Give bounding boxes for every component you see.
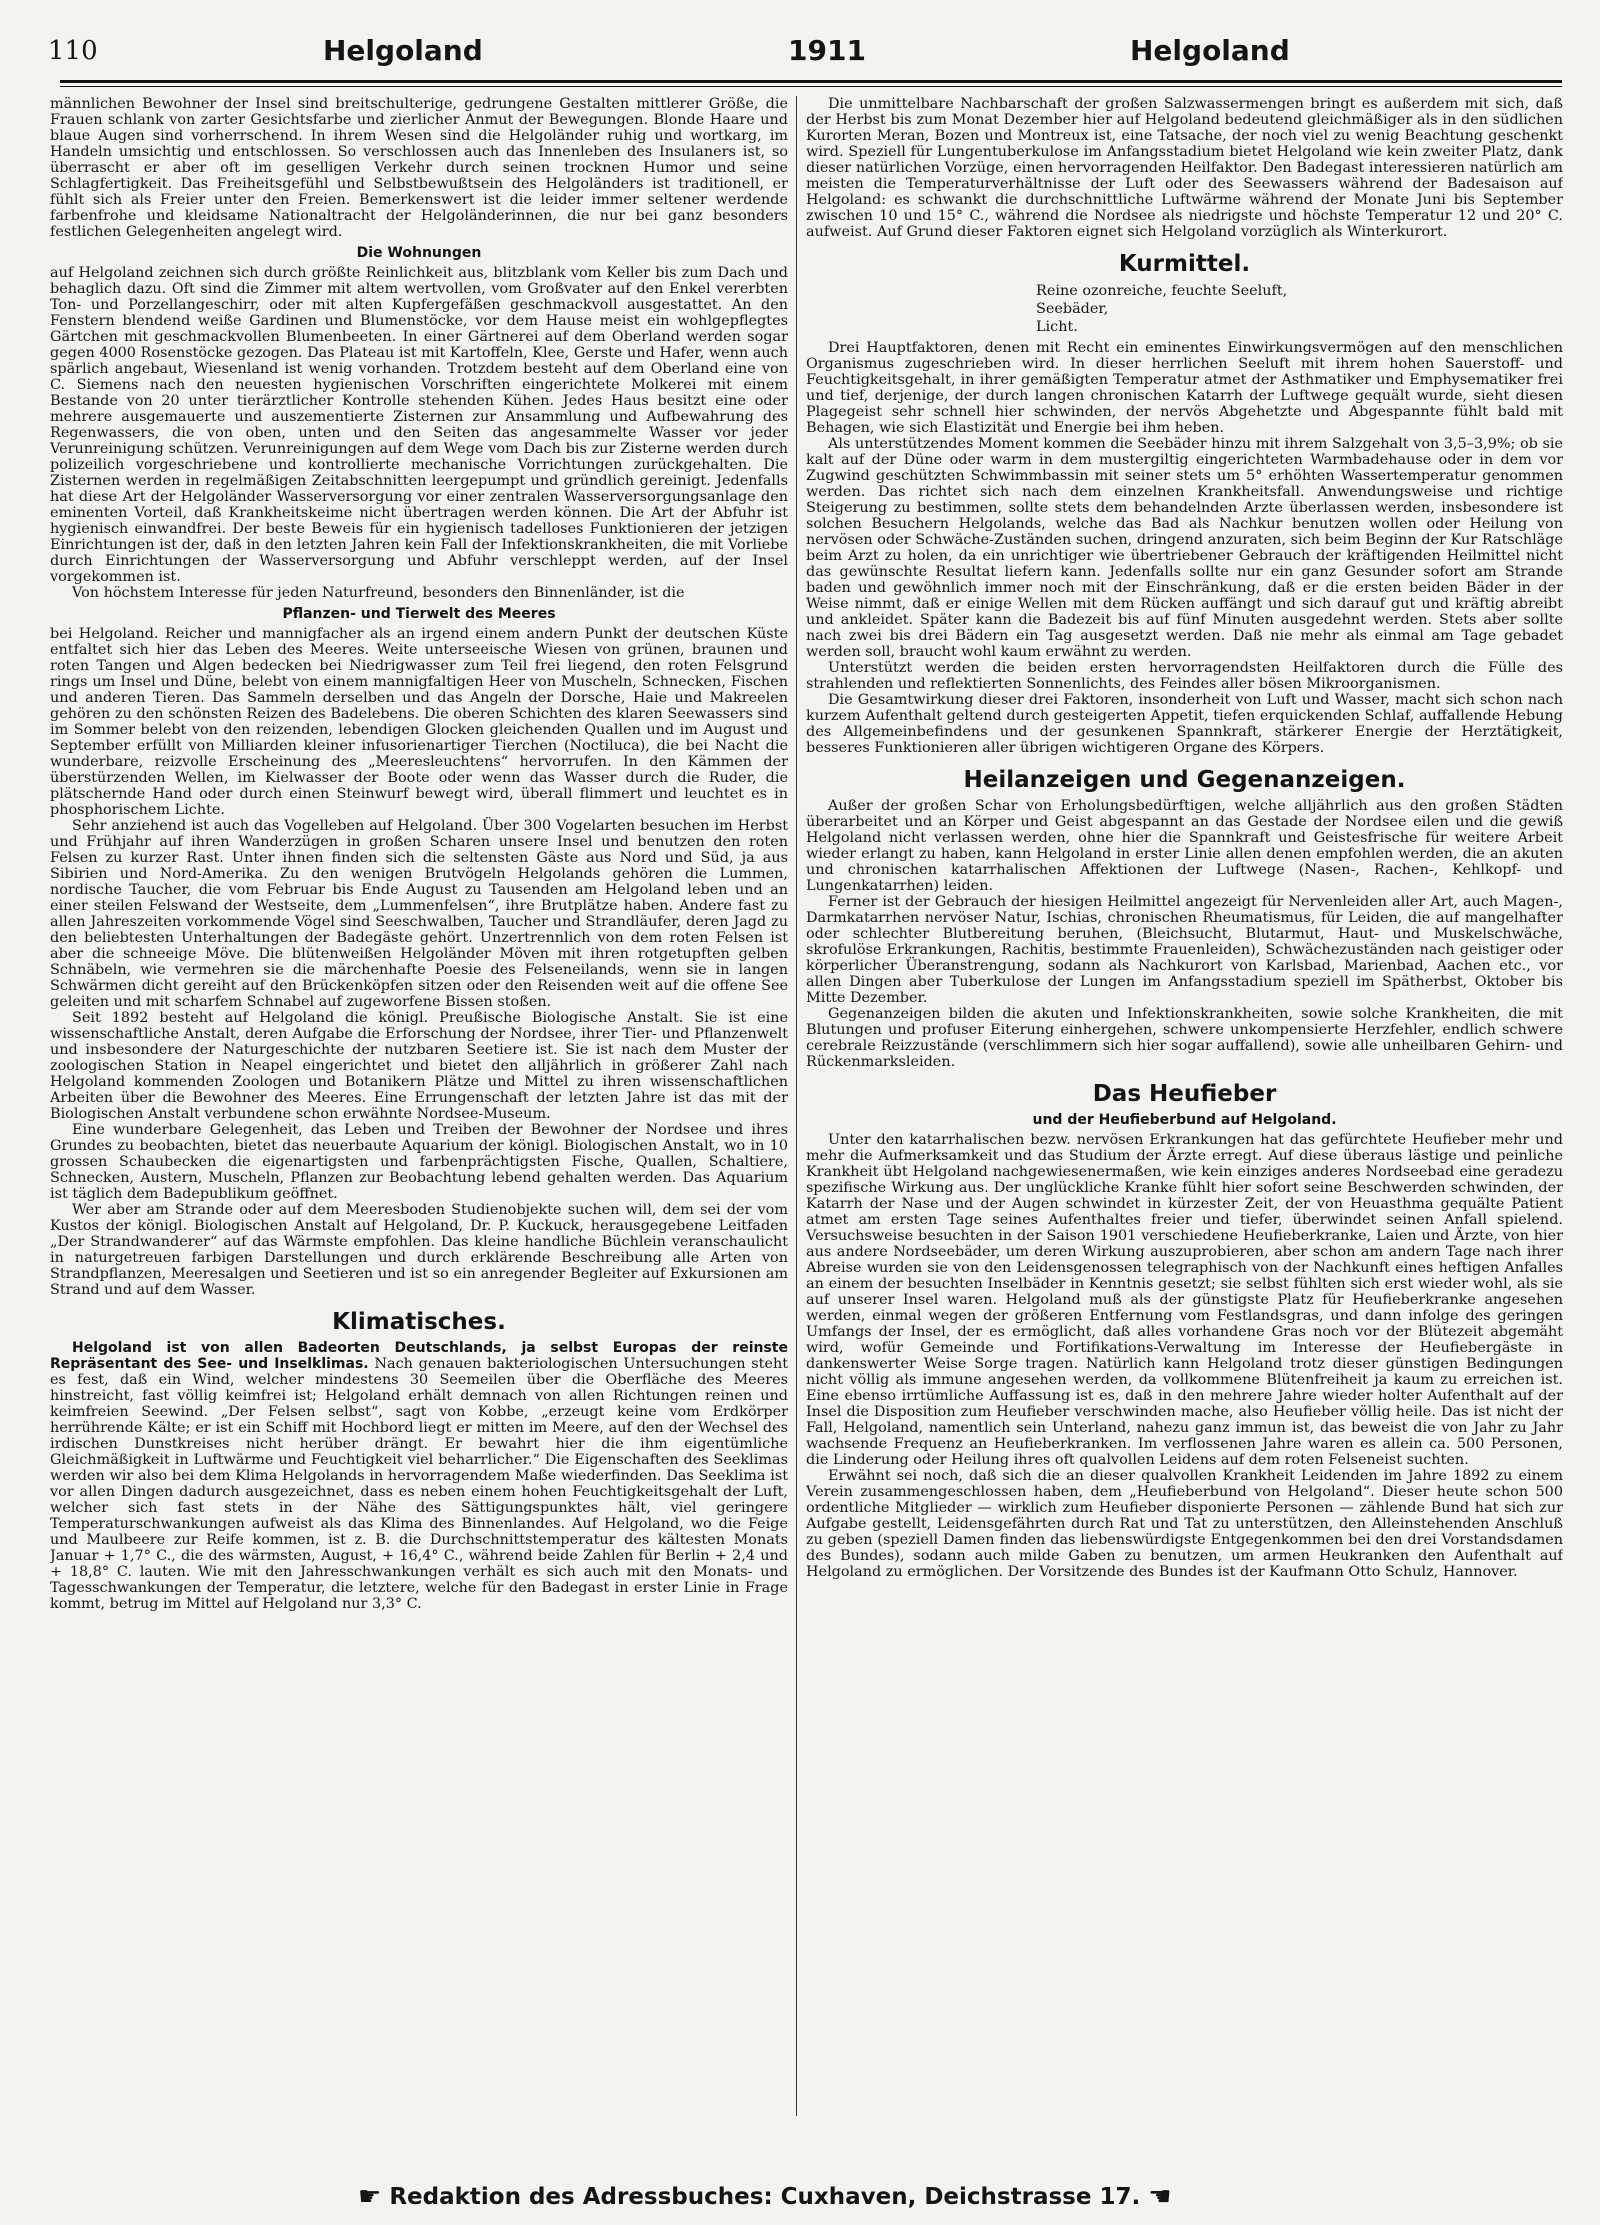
paragraph: Nach genauen bakteriologischen Untersuchungen steht es fest, daß ein Wind, welcher mindestens 30 Seemeilen über die Oberfläche des Meeres hinstreicht, fast völlig keimfrei ist; Helgoland erhält demnach von allen Richtungen reinen und keimfreien Seewind. „Der Felsen selbst“, sagt von Kobbe, „erzeugt keine vom Erdkörper herrührende Kälte; er ist ein Schiff mit Hochbord liegt er mitten im Meere, auf den der Wechsel des irdischen Dunstkreises nicht herüber drängt. Er bewahrt hier die ihm eigentümliche Gleichmäßigkeit in Luftwärme und Feuchtigkeit viel beharrlicher.“ Die Eigenschaften des Seeklimas werden wir also bei dem Klima Helgolands in hervorragendem Maße wiederfinden. Das Seeklima ist vor allen Dingen dadurch ausgezeichnet, dass es neben einem hohen Feuchtigkeitsgehalt der Luft, welcher sich fast stets in der Nähe des Sättigungspunktes hält, viel geringere Temperaturschwankungen aufweist als das Klima des Binnenlandes. Auf Helgoland, wo die Feige und Maulbeere zur Reife kommen, ist z. B. die Durchschnittstemperatur des kältesten Monats Januar + 1,7° C., die des wärmsten, August, + 16,4° C., während beide Zahlen für Berlin + 2,4 und + 18,8° C. lauten. Wie mit den Jahresschwankungen verhält es sich auch mit den Monats- und Tagesschwankungen der Temperatur, die letztere, welche für den Badegast in erster Linie in Frage kommt, betrug im Mittel auf Helgoland nur 3,3° C. — [50, 1356, 788, 1612]
paragraph: Ferner ist der Gebrauch der hiesigen Heilmittel angezeigt für Nervenleiden aller Art, auch Magen-, Darmkatarrhen nervöser Natur, Ischias, chronischen Rheumatismus, für Leiden, die auf mangelhafter oder schlechter Blutbereitung beruhen, (Bleichsucht, Blutarmut, Haut- und Muskelschwäche, skrofulöse Erkrankungen, Rachitis, bestimmte Frauenleiden), Schwächezuständen nach geistiger oder körperlicher Überanstrengung, sodann als Nachkurort von Karlsbad, Marienbad, Aachen etc., vor allen Dingen aber Tuberkulose der Lungen im Anfangsstadium speziell im Spätherbst, Oktober bis Mitte Dezember. — [806, 894, 1563, 1006]
section-heading-klima: Klimatisches. — [332, 1309, 506, 1335]
paragraph: Erwähnt sei noch, daß sich die an dieser qualvollen Krankheit Leidenden im Jahre 1892 zu einem Verein zusammengeschlossen haben, dem „Heufieberbund von Helgoland“. Dieser heute schon 500 ordentliche Mitglieder — wirklich zum Heufieber disponierte Personen — zählende Bund hat sich zur Aufgabe gestellt, Leidensgefährten durch Rat und Tat zu unterstützen, den Alleinstehenden Anschluß zu geben (speziell Damen finden das liebenswürdigste Entgegenkommen bei den drei Vorstandsdamen des Bundes), sodann auch milde Gaben zu benutzen, um armen Heukranken den Aufenthalt auf Helgoland zu ermöglichen. Der Vorsitzende des Bundes ist der Kaufmann Otto Schulz, Hannover. — [806, 1468, 1563, 1580]
footer-text: Redaktion des Adressbuches: Cuxhaven, Deichstrasse 17. — [389, 2184, 1141, 2210]
header-rule — [60, 80, 1562, 83]
paragraph: bei Helgoland. Reicher und mannigfacher als an irgend einem andern Punkt der deutschen Küste entfaltet sich hier das Leben des Meeres. Weite unterseeische Wiesen von grünen, braunen und roten Tangen und Algen bedecken bei Niedrigwasser zum Teil frei liegend, den roten Felsgrund rings um Insel und Düne, belebt von einem mannigfaltigen Heer von Muscheln, Schnecken, Fischen und anderen Tieren. Das Sammeln derselben und das Angeln der Dorsche, Haie und Makreelen gehören zu den schönsten Reizen des Badelebens. Die oberen Schichten des klaren Seewassers sind im Sommer belebt von den reizenden, lebendigen Glocken gleichenden Quallen und im August und September erfüllt von Milliarden kleiner infusorienartiger Tierchen (Noctiluca), die bei Nacht die wunderbare, reizvolle Erscheinung des „Meeresleuchtens“ hervorrufen. In den Kämmen der überstürzenden Wellen, im Kielwasser der Boote oder wenn das Wasser durch die Ruder, die plätschernde Hand oder durch einen Steinwurf bewegt wird, überall flimmert und leuchtet es in phosphorischem Lichte. — [50, 626, 788, 818]
column-divider — [796, 96, 797, 2116]
paragraph: Unterstützt werden die beiden ersten hervorragendsten Heilfaktoren durch die Fülle des strahlenden und reflektierten Sonnenlichts, des Feindes aller bösen Mikroorganismen. — [806, 660, 1563, 692]
section-heading-kurmittel: Kurmittel. — [1118, 251, 1251, 277]
lead-statement: Helgoland ist von allen Badeorten Deutschlands, ja selbst Europas der reinste Repräsentant des See- und Inselklimas. — [50, 1340, 788, 1372]
page-number: 110 — [48, 36, 98, 66]
remedy-item: Seebäder, — [1036, 301, 1109, 317]
page-header — [40, 30, 1560, 80]
paragraph: Außer der großen Schar von Erholungsbedürftigen, welche alljährlich aus den großen Städten überarbeitet und an Körper und Geist abgespannt an das Gestade der Nordsee eilen und die gewiß Helgoland nicht verlassen werden, ohne hier die Spannkraft und Geistesfrische für weitere Arbeit wieder erlangt zu haben, kann Helgoland in erster Linie allen denen empfohlen werden, die an akuten und chronischen katarrhalischen Affektionen der Luftwege (Nasen-, Rachen-, Kehlkopf- und Lungenkatarrhen) leiden. — [806, 798, 1563, 894]
remedy-item: Licht. — [1036, 319, 1078, 335]
paragraph: Seit 1892 besteht auf Helgoland die königl. Preußische Biologische Anstalt. Sie ist eine wissenschaftliche Anstalt, deren Aufgabe die Erforschung der Nordsee, ihrer Tier- und Pflanzenwelt und insbesondere der Naturgeschichte der nutzbaren Seetiere ist. Sie ist nach dem Muster der zoologischen Station in Neapel eingerichtet und bietet den alljährlich in größerer Zahl nach Helgoland kommenden Zoologen und Botanikern Plätze und Mittel zu ihren wissenschaftlichen Arbeiten über die Bewohner des Meeres. Eine Errungenschaft der letzten Jahre ist das mit der Biologischen Anstalt verbundene schon erwähnte Nordsee-Museum. — [50, 1010, 788, 1122]
pointing-hand-left-icon: ☚ — [1148, 2182, 1172, 2212]
paragraph: Sehr anziehend ist auch das Vogelleben auf Helgoland. Über 300 Vogelarten besuchen im Herbst und Frühjahr auf ihren Wanderzügen in großen Scharen unsere Insel und benutzen den roten Felsen zu kurzer Rast. Unter ihnen finden sich die seltensten Gäste aus Nord und Süd, ja aus Sibirien und Nord-Amerika. Zu den wenigen Brutvögeln Helgolands gehören die Lummen, nordische Taucher, die vom Februar bis Ende August zu Tausenden am Helgoland leben und an einer steilen Felswand der Westseite, dem „Lummenfelsen“, ihre Brutplätze haben. Andere fast zu allen Jahreszeiten vorkommende Vögel sind Seeschwalben, Taucher und Strandläufer, deren Jagd zu den beliebtesten Unterhaltungen der Badegäste gehört. Unzertrennlich von dem roten Felsen ist aber die schneeige Möve. Die blütenweißen Helgoländer Möven mit ihren rotgetupften gelben Schnäbeln, wie vermehren sie die märchenhafte Poesie des Felseneilands, wenn sie in langen Schwärmen dicht gereiht auf den Brückenköpfen sitzen oder den Reisenden weit auf die offene See geleiten und mit scharfem Schnabel auf zugeworfene Bissen stoßen. — [50, 818, 788, 1010]
section-heading-wohnungen: Die Wohnungen — [356, 245, 482, 261]
paragraph: Als unterstützendes Moment kommen die Seebäder hinzu mit ihrem Salzgehalt von 3,5–3,9%; ob sie kalt auf der Düne oder warm in dem mustergiltig eingerichteten Warmbadehause oder in dem vor Zugwind geschützten Schwimmbassin mit seiner stets um 5° erhöhten Wassertemperatur genommen werden. Das richtet sich nach dem einzelnen Krankheitsfall. Anwendungsweise und richtige Steigerung zu bestimmen, sollte stets dem behandelnden Arzte überlassen werden, insbesondere ist solchen Besuchern Helgolands, welche das Bad als Nachkur benutzen wollen oder Heilung von nervösen oder Schwäche-Zuständen suchen, dringend anzuraten, sich beim Beginn der Kur Ratschläge beim Arzt zu holen, da ein unrichtiger wie übertriebener Gebrauch der kräftigenden Heilmittel nicht das gewünschte Resultat liefern kann. Jedenfalls sollte nur ein ganz Gesunder sofort am Strande baden und gewöhnlich immer noch mit der Einschränkung, daß er die ersten beiden Bäder in der Weise nimmt, daß er einige Wellen mit dem Rücken auffängt und sich darauf gut und kräftig abreibt und ankleidet. Später kann die Badezeit bis auf fünf Minuten ausgedehnt werden. Stets aber sollte nach zwei bis drei Bädern ein Tag ausgesetzt werden. Daß nie mehr als einmal am Tage gebadet werden soll, braucht wohl kaum erwähnt zu werden. — [806, 436, 1563, 660]
remedy-list — [1036, 282, 1563, 336]
paragraph: Gegenanzeigen bilden die akuten und Infektionskrankheiten, sowie solche Krankheiten, die mit Blutungen und profuser Eiterung einhergehen, schwere unkompensierte Herzfehler, endlich schwere cerebrale Reizzustände (verschlimmern sich hier sogar auffallend), sowie alle unheilbaren Gehirn- und Rückenmarksleiden. — [806, 1006, 1563, 1070]
year-heading: 1911 — [788, 34, 866, 67]
paragraph: Die Gesamtwirkung dieser drei Faktoren, insonderheit von Luft und Wasser, macht sich schon nach kurzem Aufenthalt geltend durch gesteigerten Appetit, tiefen erquickenden Schlaf, auffallende Hebung des Allgemeinbefindens und der gesunkenen Spannkraft, stärkerer Energie der Herztätigkeit, besseres Funktionieren aller übrigen wichtigeren Organe des Körpers. — [806, 692, 1563, 756]
paragraph: Eine wunderbare Gelegenheit, das Leben und Treiben der Bewohner der Nordsee und ihres Grundes zu beobachten, bietet das neuerbaute Aquarium der königl. Biologischen Anstalt, wo in 10 grossen Schaubecken die eigenartigsten und farbenprächtigsten Fische, Quallen, Schaltiere, Schnecken, Austern, Muscheln, Pflanzen zur Beobachtung lebend gehalten werden. Das Aquarium ist täglich dem Badepublikum geöffnet. — [50, 1122, 788, 1202]
section-heading-heilanzeigen: Heilanzeigen und Gegenanzeigen. — [963, 767, 1406, 793]
paragraph: männlichen Bewohner der Insel sind breitschulterige, gedrungene Gestalten mittlerer Größe, die Frauen schlank von zarter Gesichtsfarbe und zierlicher Anmut der Bewegungen. Blonde Haare und blaue Augen sind vorherrschend. In ihrem Wesen sind die Helgoländer ruhig und wortkarg, im Handeln umsichtig und entschlossen. So verschlossen auch das Innenleben des Insulaners ist, so überrascht er aber oft im geselligen Verkehr durch seinen trocknen Humor und seine Schlagfertigkeit. Das Freiheitsgefühl und Selbstbewußtsein des Helgoländers ist traditionell, er fühlt sich als Freier unter den Freien. Bemerkenswert ist die leider immer seltener werdende farbenfrohe und kleidsame Nationaltracht der Helgoländerinnen, die nur bei ganz besonders festlichen Gelegenheiten angelegt wird. — [50, 96, 788, 240]
running-title-left: Helgoland — [323, 34, 483, 67]
pointing-hand-right-icon: ☛ — [358, 2182, 382, 2212]
paragraph: Von höchstem Interesse für jeden Naturfreund, besonders den Binnenländer, ist die — [72, 585, 685, 601]
left-column — [50, 96, 788, 2116]
paragraph: Wer aber am Strande oder auf dem Meeresboden Studienobjekte suchen will, dem sei der vom Kustos der königl. Biologischen Anstalt auf Helgoland, Dr. P. Kuckuck, herausgegebene Leitfaden „Der Strandwanderer“ auf das Wärmste empfohlen. Das kleine handliche Büchlein veranschaulicht in naturgetreuen farbigen Darstellungen und durch erklärende Beschreibung alle Arten von Strandpflanzen, Meeresalgen und Seetieren und ist so ein anregender Begleiter auf Exkursionen am Strand und auf dem Wasser. — [50, 1202, 788, 1298]
paragraph: auf Helgoland zeichnen sich durch größte Reinlichkeit aus, blitzblank vom Keller bis zum Dach und behaglich dazu. Oft sind die Zimmer mit altem wertvollen, vom Großvater auf den Enkel vererbten Ton- und Porzellangeschirr, oder mit alten Kupfergefäßen geschmackvoll ausgestattet. An den Fenstern blendend weiße Gardinen und Blumenstöcke, vor dem Hause meist ein wohlgepflegtes Gärtchen mit geschmackvollen Blumenbeeten. In einer Gärtnerei auf dem Oberland werden sogar gegen 4000 Rosenstöcke gezogen. Das Plateau ist mit Kartoffeln, Klee, Gerste und Hafer, wenn auch spärlich angebaut, Wiesenland ist wenig vorhanden. Trotzdem besteht auf dem Oberland eine von C. Siemens nach den neuesten hygienischen Vorschriften eingerichtete Molkerei mit einem Bestande von 20 unter tierärztlicher Kontrolle stehenden Kühen. Jedes Haus besitzt eine oder mehrere ausgemauerte und auszementierte Zisternen zur Ansammlung und Aufbewahrung des Regenwassers, die von oben, unten und den Seiten das angesammelte Wasser vor jeder Verunreinigung schützen. Verunreinigungen auf dem Wege vom Dach bis zur Zisterne werden durch polizeilich vorgeschriebene und kontrollierte mechanische Vorrichtungen zurückgehalten. Die Zisternen werden in regelmäßigen Zeitabschnitten leergepumpt und gründlich gereinigt. Jedenfalls hat diese Art der Helgoländer Wasserversorgung vor einer zentralen Wasserversorgungsanlage den eminenten Vorteil, daß Krankheitskeime nicht übertragen werden können. Die Art der Abfuhr ist hygienisch einwandfrei. Der beste Beweis für ein hygienisch tadelloses Funktionieren der jetzigen Einrichtungen ist der, daß in den letzten Jahren kein Fall der Infektionskrankheiten, die mit Vorliebe durch Einrichtungen der Wasserversorgung und Abfuhr verschleppt werden, auf der Insel vorgekommen ist. — [50, 265, 788, 585]
right-column — [806, 96, 1563, 2116]
remedy-item: Reine ozonreiche, feuchte Seeluft, — [1036, 283, 1288, 299]
paragraph: Drei Hauptfaktoren, denen mit Recht ein eminentes Einwirkungsvermögen auf den menschlichen Organismus zugeschrieben wird. In dieser herrlichen Seeluft mit ihrem hohen Sauerstoff- und Feuchtigkeitsgehalt, in ihrer gemäßigten Temperatur atmet der Asthmatiker und Emphysematiker frei und tief, derjenige, der durch langen chronischen Katarrh der Luftwege gequält wurde, sieht diesen Plagegeist sehr schnell hier schwinden, der nervös Abgehetzte und Abgespannte fühlt bald mit Behagen, wie sich Elastizität und Energie bei ihm heben. — [806, 340, 1563, 436]
running-title-right: Helgoland — [1130, 34, 1290, 67]
paragraph: Die unmittelbare Nachbarschaft der großen Salzwassermengen bringt es außerdem mit sich, daß der Herbst bis zum Monat Dezember hier auf Helgoland bedeutend gleichmäßiger als in den südlichen Kurorten Meran, Bozen und Montreux ist, eine Tatsache, der noch viel zu wenig Beachtung geschenkt wird. Speziell für Lungentuberkulose im Anfangsstadium bietet Helgoland wie kein zweiter Platz, dank dieser natürlichen Vorzüge, einen hervorragenden Heilfaktor. Den Badegast interessieren natürlich am meisten die Temperaturverhältnisse der Luft oder des Seewassers während der Badesaison auf Helgoland: es schwankt die durchschnittliche Luftwärme während der Monate Juni bis September zwischen 10 und 15° C., während die Nordsee als niedrigste und höchste Temperatur 12 und 20° C. aufweist. Auf Grund dieser Faktoren eignet sich Helgoland vorzüglich als Winterkurort. — [806, 96, 1563, 240]
header-rule-thin — [60, 86, 1562, 87]
section-heading-pflanzen: Pflanzen- und Tierwelt des Meeres — [282, 606, 556, 622]
paragraph: Unter den katarrhalischen bezw. nervösen Erkrankungen hat das gefürchtete Heufieber mehr und mehr die Aufmerksamkeit und das Studium der Ärzte erregt. Auf diese überaus lästige und peinliche Krankheit übt Helgoland nachgewiesenermaßen, wie kein einziges anderes Nordseebad eine geradezu spezifische Wirkung aus. Der unglückliche Kranke fühlt hier sofort seine Beschwerden schwinden, der Katarrh der Nase und der Augen schwindet in kürzester Zeit, der von Heuasthma gequälte Patient atmet am ersten Tage seines Aufenthaltes freier und tiefer, überwindet seinen Anfall spielend. Versuchsweise besuchten in der Saison 1901 verschiedene Heufieberkranke, Laien und Ärzte, von hier aus andere Nordseebäder, um deren Wirkung auszuprobieren, aber schon am andern Tage nach ihrer Abreise wurden sie von den Leidensgenossen telegraphisch von der Nachkunft eines heftigen Anfalles an einem der besuchten Inselbäder in Kenntnis gesetzt; sie selbst fühlten sich erst wieder wohl, als sie auf unserer Insel waren. Helgoland muß als der günstigste Platz für Heufieberkranke angesehen werden, einmal wegen der größeren Entfernung vom Festlandsgras, und dann infolge des geringen Umfangs der Insel, der es ermöglicht, daß alles vorhandene Gras noch vor der Blütezeit abgemäht wird, wofür Gemeinde und Fortifikations-Verwaltung im Interesse der Heufiebergäste in dankenswerter Weise Sorge tragen. Natürlich kann Helgoland trotz dieser günstigen Bedingungen nicht völlig als immune angesehen werden, da vollkommene Blütenfreiheit ja kaum zu erreichen ist. Eine ebenso irrtümliche Auffassung ist es, daß in den mehrere Jahre wieder holter Aufenthalt auf der Insel die Disposition zum Heufieber verschwinden mache, also Heufieber völlig heile. Das ist nicht der Fall, Helgoland, namentlich sein Unterland, nahezu ganz immun ist, das beweist die von Jahr zu Jahr wachsende Frequenz an Heufieberkranken. Im verflossenen Jahre waren es allein ca. 500 Personen, die Linderung oder Heilung ihres oft qualvollen Leidens auf dem roten Felseneist suchten. — [806, 1132, 1563, 1468]
section-subheading-heufieberbund: und der Heufieberbund auf Helgoland. — [1032, 1112, 1337, 1128]
footer-imprint — [350, 2182, 1180, 2212]
section-heading-heufieber: Das Heufieber — [1092, 1081, 1277, 1107]
